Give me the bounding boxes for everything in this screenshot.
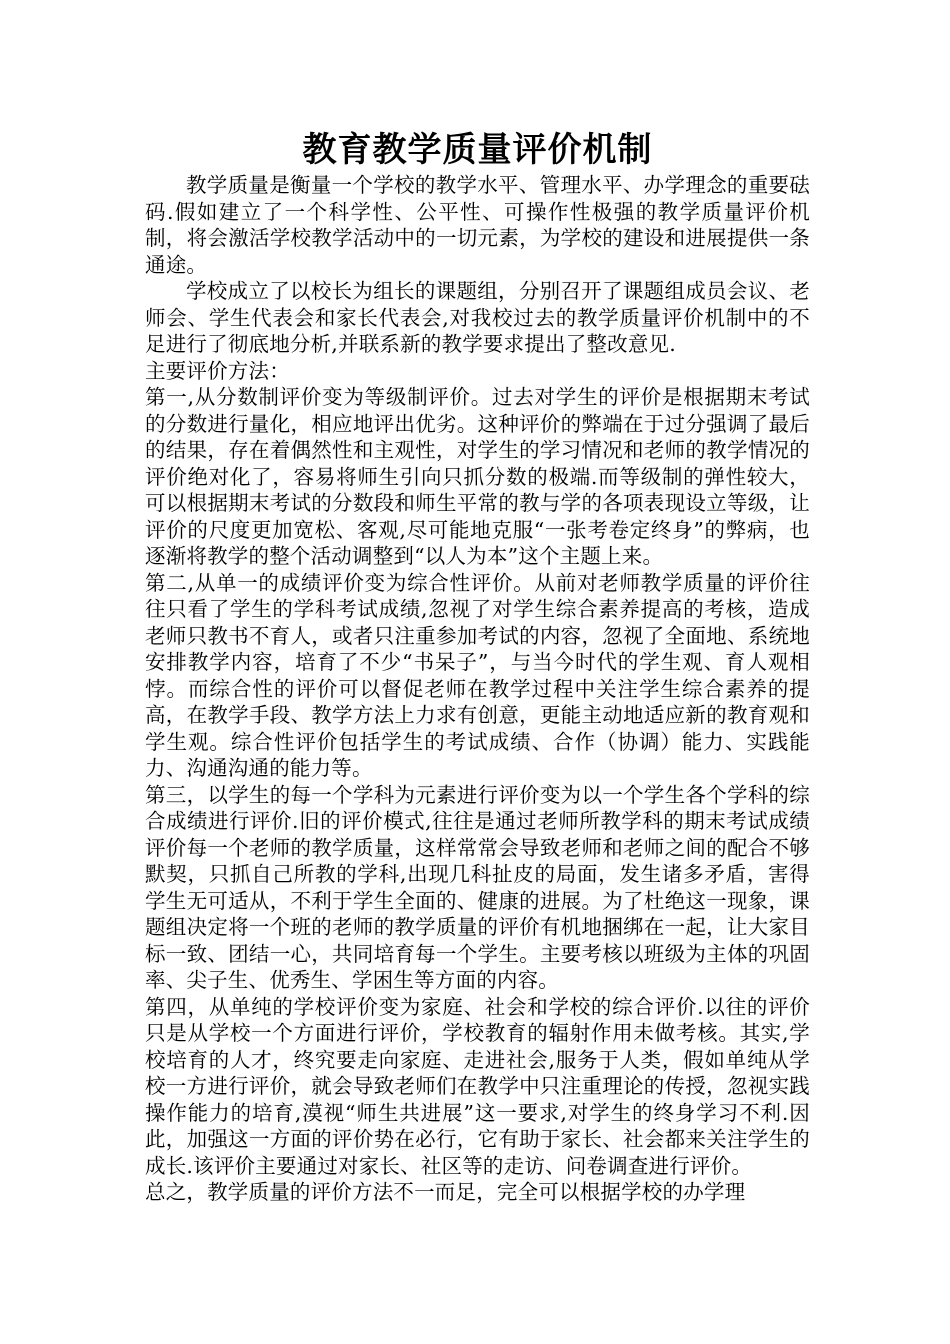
method-2-paragraph: 第二,从单一的成绩评价变为综合性评价。从前对老师教学质量的评价往往只看了学生的学科考试成绩,忽视了对学生综合素养提高的考核，造成老师只教书不育人，或者只注重参加考试的内容，忽视了全面地、系统地安排教学内容，培育了不少“书呆子”，与当今时代的学生观、育人观相悖。而综合性的评价可以督促老师在教学过程中关注学生综合素养的提高，在教学手段、教学方法上力求有创意，更能主动地适应新的教育观和学生观。综合性评价包括学生的考试成绩、合作（协调）能力、实践能力、沟通沟通的能力等。	[145, 570, 810, 780]
method-1-paragraph: 第一,从分数制评价变为等级制评价。过去对学生的评价是根据期末考试的分数进行量化，相应地评出优劣。这种评价的弊端在于过分强调了最后的结果，存在着偶然性和主观性，对学生的学习情况和老师的教学情况的评价绝对化了，容易将师生引向只抓分数的极端.而等级制的弹性较大，可以根据期末考试的分数段和师生平常的教与学的各项表现设立等级，让评价的尺度更加宽松、客观,尽可能地克服“一张考卷定终身”的弊病，也逐渐将教学的整个活动调整到“以人为本”这个主题上来。	[145, 385, 810, 568]
method-4-paragraph: 第四，从单纯的学校评价变为家庭、社会和学校的综合评价.以往的评价只是从学校一个方面进行评价，学校教育的辐射作用未做考核。其实,学校培育的人才，终究要走向家庭、走进社会,服务于人类，假如单纯从学校一方进行评价，就会导致老师们在教学中只注重理论的传授，忽视实践操作能力的培育,漠视“师生共进展”这一要求,对学生的终身学习不利.因此，加强这一方面的评价势在必行，它有助于家长、社会都来关注学生的成长.该评价主要通过对家长、社区等的走访、问卷调查进行评价。	[145, 994, 810, 1178]
background-paragraph: 学校成立了以校长为组长的课题组，分别召开了课题组成员会议、老师会、学生代表会和家长代表会,对我校过去的教学质量评价机制中的不足进行了彻底地分析,并联系新的教学要求提出了整改意见.	[145, 279, 810, 356]
intro-paragraph: 教学质量是衡量一个学校的教学水平、管理水平、办学理念的重要砝码.假如建立了一个科学性、公平性、可操作性极强的教学质量评价机制，将会激活学校教学活动中的一切元素，为学校的建设和进展提供一条通途。	[145, 173, 810, 277]
document-title: 教育教学质量评价机制	[302, 130, 653, 170]
conclusion-paragraph: 总之，教学质量的评价方法不一而足，完全可以根据学校的办学理	[145, 1180, 746, 1204]
methods-heading: 主要评价方法：	[145, 358, 290, 383]
document-page	[145, 128, 810, 1206]
method-3-paragraph: 第三，以学生的每一个学科为元素进行评价变为以一个学生各个学科的综合成绩进行评价.旧的评价模式,往往是通过老师所教学科的期末考试成绩评价每一个老师的教学质量，这样常常会导致老师和老师之间的配合不够默契，只抓自己所教的学科,出现几科扯皮的局面，发生诸多矛盾，害得学生无可适从，不利于学生全面的、健康的进展。为了杜绝这一现象，课题组决定将一个班的老师的教学质量的评价有机地捆绑在一起，让大家目标一致、团结一心，共同培育每一个学生。主要考核以班级为主体的巩固率、尖子生、优秀生、学困生等方面的内容。	[145, 782, 810, 992]
